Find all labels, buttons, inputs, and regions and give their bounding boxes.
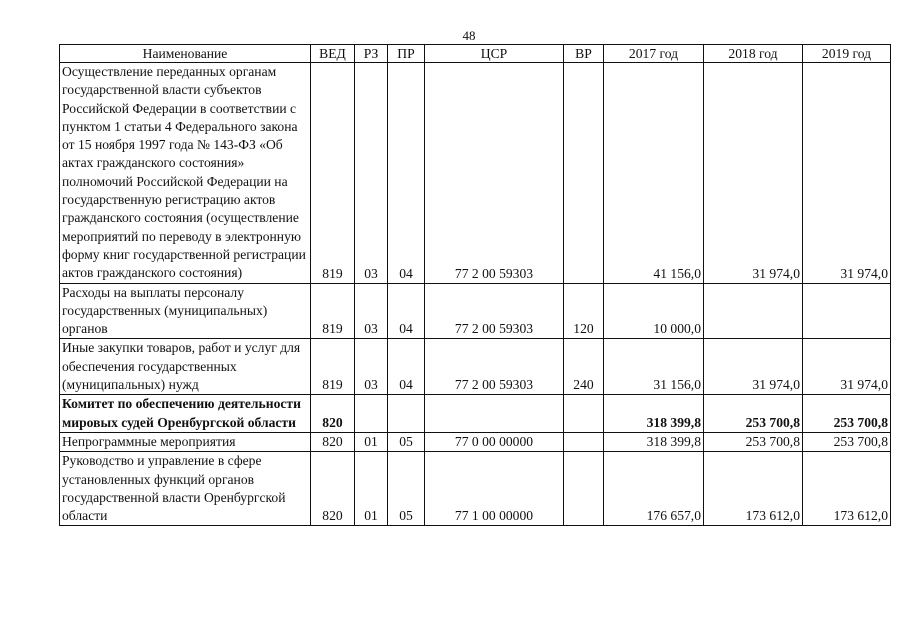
row-ved: 820 [311, 395, 355, 433]
page-number: 48 [462, 28, 476, 43]
row-name: Осуществление переданных органам государственной власти субъектов Российской Федерации в соответствии с пунктом 1 статьи 4 Федерального закона от 15 ноября 1997 года № 143-ФЗ «Об актах гражданского состояния» полномочий Российской Федерации на государственную регистрацию актов гражданского состояния (осуществление мероприятий по переводу в электронную форму книг государственной регистрации актов гражданского состояния) [60, 63, 311, 284]
row-rz [355, 395, 388, 433]
row-pr: 05 [388, 452, 425, 526]
row-pr [388, 395, 425, 433]
row-csr: 77 2 00 59303 [425, 283, 564, 339]
header-2017: 2017 год [604, 45, 704, 63]
row-vr: 120 [564, 283, 604, 339]
row-rz: 01 [355, 432, 388, 451]
row-2019: 253 700,8 [803, 395, 891, 433]
row-name: Иные закупки товаров, работ и услуг для обеспечения государственных (муниципальных) нужд [60, 339, 311, 395]
table-row [60, 283, 891, 339]
row-vr [564, 63, 604, 284]
table-row [60, 395, 891, 433]
row-2018: 253 700,8 [704, 432, 803, 451]
row-vr [564, 395, 604, 433]
row-2018: 31 974,0 [704, 339, 803, 395]
row-2017: 318 399,8 [604, 432, 704, 451]
header-pr: ПР [388, 45, 425, 63]
table-row [60, 63, 891, 284]
header-2018: 2018 год [704, 45, 803, 63]
row-2017: 31 156,0 [604, 339, 704, 395]
header-ved: ВЕД [311, 45, 355, 63]
row-name: Расходы на выплаты персоналу государственных (муниципальных) органов [60, 283, 311, 339]
header-vr: ВР [564, 45, 604, 63]
row-rz: 01 [355, 452, 388, 526]
row-pr: 04 [388, 339, 425, 395]
row-rz: 03 [355, 283, 388, 339]
row-pr: 04 [388, 283, 425, 339]
row-csr: 77 2 00 59303 [425, 339, 564, 395]
table-row [60, 339, 891, 395]
budget-table [59, 44, 891, 526]
row-2018: 31 974,0 [704, 63, 803, 284]
row-pr: 04 [388, 63, 425, 284]
row-vr [564, 452, 604, 526]
row-2017: 41 156,0 [604, 63, 704, 284]
row-2019: 173 612,0 [803, 452, 891, 526]
header-rz: РЗ [355, 45, 388, 63]
row-rz: 03 [355, 339, 388, 395]
row-ved: 819 [311, 339, 355, 395]
row-2018 [704, 283, 803, 339]
row-ved: 819 [311, 63, 355, 284]
row-2019: 253 700,8 [803, 432, 891, 451]
row-vr: 240 [564, 339, 604, 395]
header-2019: 2019 год [803, 45, 891, 63]
row-name: Непрограммные мероприятия [60, 432, 311, 451]
row-2017: 176 657,0 [604, 452, 704, 526]
row-ved: 820 [311, 432, 355, 451]
row-ved: 820 [311, 452, 355, 526]
row-2017: 318 399,8 [604, 395, 704, 433]
row-2019: 31 974,0 [803, 63, 891, 284]
header-csr: ЦСР [425, 45, 564, 63]
row-vr [564, 432, 604, 451]
row-2019 [803, 283, 891, 339]
row-csr: 77 0 00 00000 [425, 432, 564, 451]
row-2017: 10 000,0 [604, 283, 704, 339]
row-name: Руководство и управление в сфере установленных функций органов государственной власти Оренбургской области [60, 452, 311, 526]
row-2018: 173 612,0 [704, 452, 803, 526]
row-csr: 77 2 00 59303 [425, 63, 564, 284]
row-name: Комитет по обеспечению деятельности мировых судей Оренбургской области [60, 395, 311, 433]
table-row [60, 452, 891, 526]
header-row [60, 45, 891, 63]
row-rz: 03 [355, 63, 388, 284]
row-2018: 253 700,8 [704, 395, 803, 433]
row-2019: 31 974,0 [803, 339, 891, 395]
table-row [60, 432, 891, 451]
row-pr: 05 [388, 432, 425, 451]
row-csr [425, 395, 564, 433]
row-ved: 819 [311, 283, 355, 339]
row-csr: 77 1 00 00000 [425, 452, 564, 526]
header-name: Наименование [60, 45, 311, 63]
